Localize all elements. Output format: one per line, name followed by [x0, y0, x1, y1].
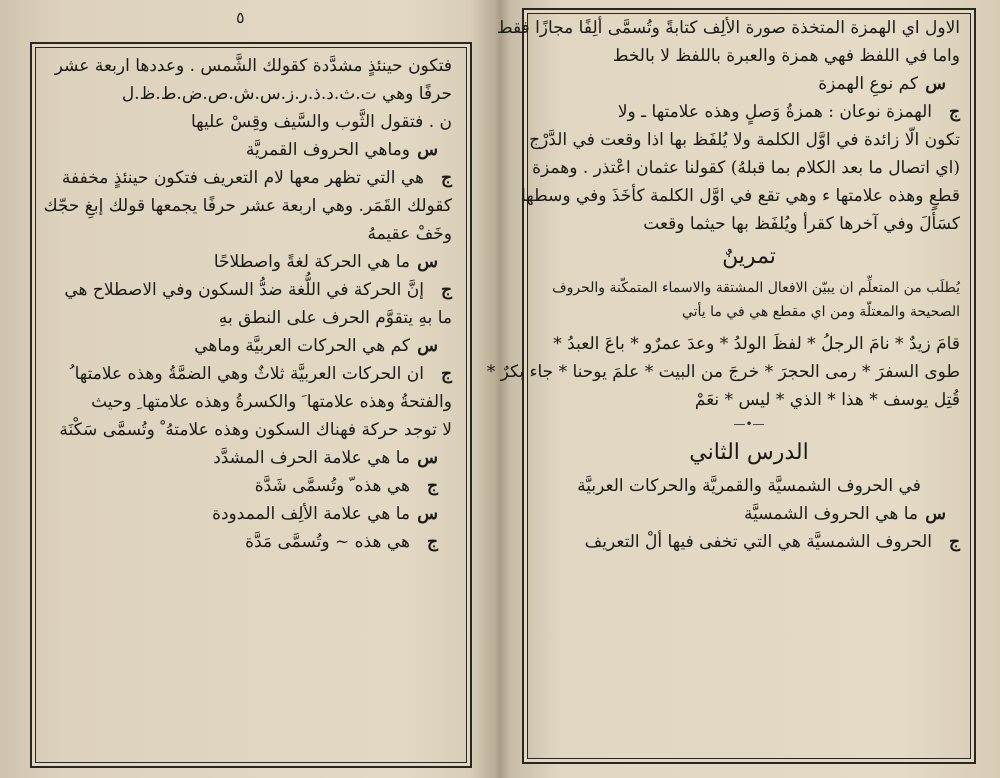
- right-page: [486, 0, 1000, 778]
- text-line: كقولك القَمَر. وهي اربعة عشر حرفًا يجمعها قولك إبغِ حجّك: [43, 196, 452, 216]
- answer-text: هي هذه ~ وتُسمَّى مَدَّة: [245, 532, 410, 552]
- question-marker: س: [417, 448, 438, 468]
- answer-marker: ج: [949, 102, 960, 122]
- page-number: ٥: [236, 8, 245, 27]
- answer: [48, 360, 452, 388]
- right-page-text: [486, 14, 960, 556]
- text-line: الاول اي الهمزة المتخذة صورة الألِف كتابةً وتُسمَّى ألِفًا مجازًا فقط: [496, 18, 960, 38]
- answer-text: الحروف الشمسيَّة هي التي تخفى فيها ألْ التعريف: [584, 532, 932, 552]
- question-marker: س: [417, 252, 438, 272]
- section-separator: —•—: [733, 417, 765, 431]
- question: [538, 70, 960, 98]
- answer: [538, 98, 960, 126]
- question: [538, 500, 960, 528]
- text-line: (اي اتصال ما بعد الكلام بما قبلهُ) كقولنا عثمان اعْتذر . وهمزة: [532, 158, 960, 178]
- text-line: تكون الّا زائدة في اوَّل الكلمة ولا يُلفَظ بها اذا وقعت في الدَّرْج: [529, 130, 960, 150]
- question-text: ما هي الحركة لغةً واصطلاحًا: [213, 252, 410, 272]
- text-line: قطعٍ وهذه علامتها ء وهي تقع في اوَّل الكلمة كأخَذَ وفي وسطها: [521, 186, 960, 206]
- question: [48, 248, 452, 276]
- text-line: فتكون حينئذٍ مشدَّدة كقولك الشَّمس . وعددها اربعة عشر: [54, 56, 452, 76]
- text-line: حرفًا وهي ت.ث.د.ذ.ر.ز.س.ش.ص.ض.ط.ظ.ل: [121, 84, 452, 104]
- answer-text: ان الحركات العربيَّة ثلاثٌ وهي الضمَّةُ وهذه علامتها ُ: [69, 364, 424, 384]
- text-line: لا توجد حركة فهناك السكون وهذه علامتهُ ْ وتُسمَّى سَكْنَة: [59, 420, 452, 440]
- text-line: وخَفْ عقيمهُ: [367, 224, 452, 244]
- answer-marker: ج: [427, 476, 438, 496]
- exercise-item: قُتِل يوسف * هذا * الذي * ليس * نعَمْ: [694, 390, 960, 410]
- exercise-intro: الصحيحة والمعتلّة ومن اي مقطع هي في ما يأتي: [681, 304, 960, 320]
- exercise-intro: يُطلَب من المتعلِّم ان يبيّن الافعال المشتقة والاسماء المتمكّنة والحروف: [552, 280, 960, 296]
- text-line: واما في اللفظ فهي همزة والعبرة باللفظ لا بالخط: [612, 46, 960, 66]
- question: [48, 444, 452, 472]
- answer: [48, 472, 452, 500]
- text-line: والفتحةُ وهذه علامتها َ والكسرةُ وهذه علامتها ِ وحيث: [91, 392, 452, 412]
- text-line: ما بهِ يتقوَّم الحرف على النطق بهِ: [218, 308, 452, 328]
- text-line: كسَأَلَ وفي آخرها كقرأ ويُلفَظ بها حيثما وقعت: [643, 214, 960, 234]
- answer: [48, 164, 452, 192]
- question: [48, 500, 452, 528]
- answer-text: هي هذه ّ وتُسمَّى شَدَّة: [254, 476, 410, 496]
- left-page-text: [43, 52, 452, 556]
- question-text: كم نوعِ الهمزة: [818, 74, 918, 94]
- answer-text: هي التي تظهر معها لام التعريف فتكون حينئذٍ مخففة: [61, 168, 424, 188]
- answer: [48, 276, 452, 304]
- answer: [48, 528, 452, 556]
- lesson-subtitle: في الحروف الشمسيَّة والقمريَّة والحركات العربيَّة: [577, 476, 921, 496]
- answer-marker: ج: [427, 532, 438, 552]
- lesson-title: الدرس الثاني: [689, 440, 809, 465]
- question: [48, 332, 452, 360]
- question-marker: س: [417, 504, 438, 524]
- answer-text: الهمزة نوعان : همزةُ وَصلٍ وهذه علامتها ـ ولا: [617, 102, 932, 122]
- exercise-item: طوى السفرَ * رمى الحجرَ * خرجَ من البيت * علمَ يوحنا * جاء بكرٌ *: [486, 362, 960, 382]
- question: [48, 136, 452, 164]
- question-marker: س: [925, 74, 946, 94]
- answer-marker: ج: [949, 532, 960, 552]
- answer-text: إنَّ الحركة في اللُّغة ضدُّ السكون وفي الاصطلاح هي: [64, 280, 424, 300]
- question-text: ما هي علامة الألِف الممدودة: [212, 504, 410, 524]
- question-text: ما هي الحروف الشمسيَّة: [743, 504, 918, 524]
- question-text: وماهي الحروف القمريَّة: [245, 140, 410, 160]
- question-marker: س: [925, 504, 946, 524]
- question-marker: س: [417, 140, 438, 160]
- left-page: [0, 0, 494, 778]
- question-text: ما هي علامة الحرف المشدَّد: [213, 448, 410, 468]
- question-text: كم هي الحركات العربيَّة وماهي: [194, 336, 410, 356]
- exercise-title: تمرينٌ: [722, 244, 776, 269]
- answer-marker: ج: [441, 280, 452, 300]
- question-marker: س: [417, 336, 438, 356]
- text-line: ن . فتقول الثَّوب والسَّيف وقِسْ عليها: [190, 112, 452, 132]
- answer-marker: ج: [441, 364, 452, 384]
- exercise-item: قامَ زيدٌ * نامَ الرجلُ * لفظَ الولدُ * وعدَ عمرٌو * باعَ العبدُ *: [553, 334, 960, 354]
- answer-marker: ج: [441, 168, 452, 188]
- answer: [538, 528, 960, 556]
